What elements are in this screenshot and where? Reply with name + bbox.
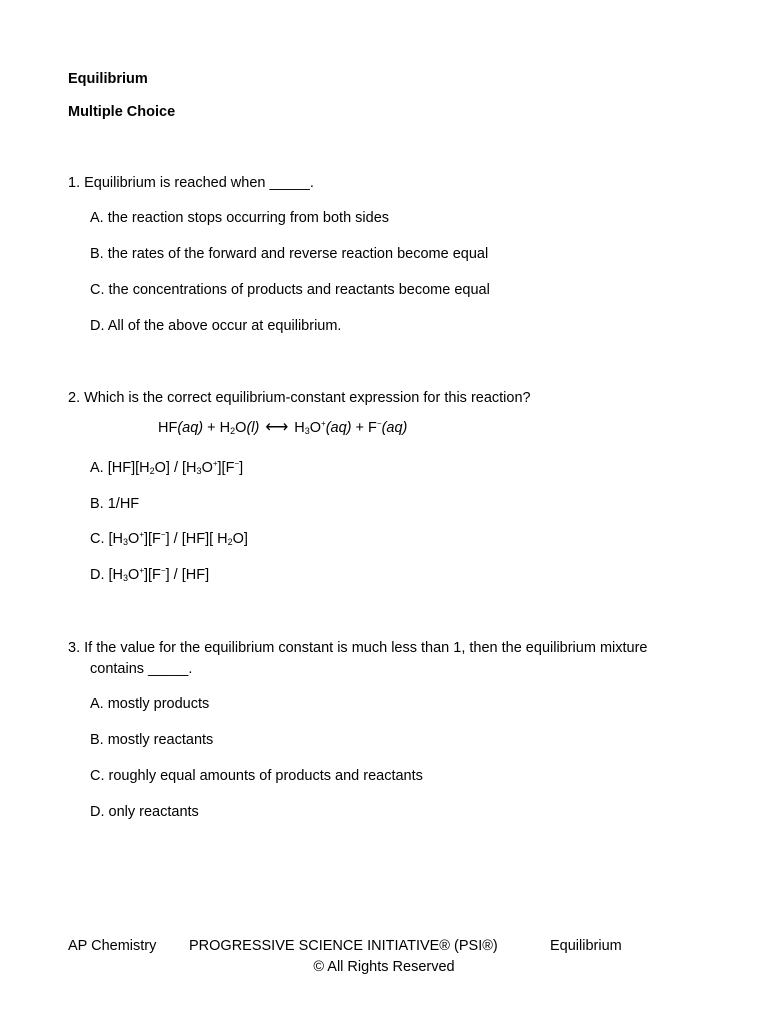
footer-topic: Equilibrium	[550, 938, 622, 954]
question-2-option-d: D. $[H_3O^+][F^-] / [HF]$	[90, 566, 210, 583]
question-2-option-b: B. 1/HF	[90, 496, 140, 512]
question-3-option-c: C. roughly equal amounts of products and reactants	[90, 768, 423, 784]
question-1-option-c: C. the concentrations of products and reactants become equal	[90, 282, 490, 298]
equilibrium-arrow-icon: ⟷	[265, 419, 289, 436]
question-3-option-d: D. only reactants	[90, 804, 199, 820]
question-1-option-b: B. the rates of the forward and reverse reaction become equal	[90, 246, 489, 262]
page-title: Equilibrium	[68, 71, 148, 87]
section-subtitle: Multiple Choice	[68, 104, 176, 120]
footer-organization: PROGRESSIVE SCIENCE INITIATIVE® (PSI®)	[189, 938, 498, 954]
question-3-stem-line-1: 3. If the value for the equilibrium constant is much less than 1, then the equilibrium mixture	[68, 640, 648, 656]
reaction-equation: $HF(aq) + H_2O(l)$ ⟷ $H_3O^+(aq) + F^-(aq)$	[158, 419, 408, 436]
question-1-stem: 1. Equilibrium is reached when _____.	[68, 175, 314, 191]
question-1-option-d: D. All of the above occur at equilibrium.	[90, 318, 342, 334]
question-1-option-a: A. the reaction stops occurring from both sides	[90, 210, 390, 226]
question-2-option-a: A. $[HF][H_2O] / [H_3O^+][F^-]$	[90, 459, 244, 476]
question-2-option-c: C. $[H_3O^+][F^-] / [HF]$[ $H_2O$]	[90, 530, 248, 547]
footer-course: AP Chemistry	[68, 938, 157, 954]
question-3-stem-line-2: contains _____.	[90, 661, 193, 677]
question-2-stem: 2. Which is the correct equilibrium-constant expression for this reaction?	[68, 390, 531, 406]
question-3-option-a: A. mostly products	[90, 696, 210, 712]
footer-rights: © All Rights Reserved	[313, 959, 455, 975]
question-3-option-b: B. mostly reactants	[90, 732, 214, 748]
